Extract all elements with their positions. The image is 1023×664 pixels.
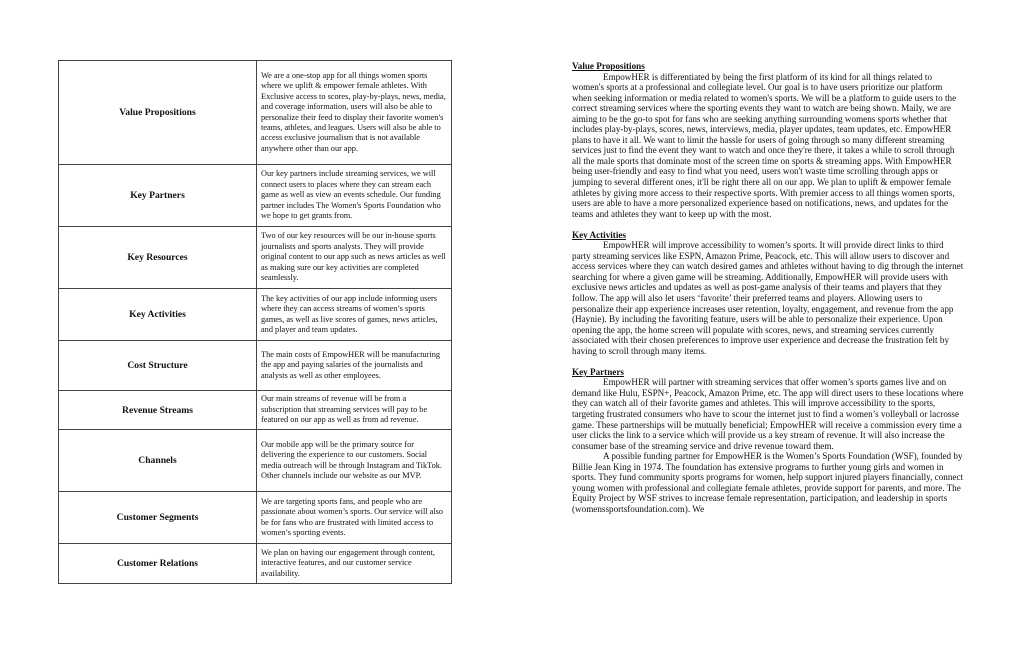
- business-model-canvas-table: [58, 60, 452, 584]
- section-heading: Key Activities: [572, 229, 626, 240]
- row-label: Key Activities: [59, 289, 257, 341]
- row-label: Customer Relations: [59, 544, 257, 584]
- row-content: We are targeting sports fans, and people who are passionate about women’s sports. Our service will also be for fans who are frustrated with limited access to women’s sporting events.: [257, 492, 452, 544]
- row-label: Cost Structure: [59, 341, 257, 391]
- row-label: Key Resources: [59, 227, 257, 289]
- table-row: [59, 544, 452, 584]
- section-paragraph: A possible funding partner for EmpowHER is the Women’s Sports Foundation (WSF), founded by Billie Jean King in 1974. The foundation has extensive programs to further young girls and women in sports. They fund community sports programs for women, help support injured players financially, connect young women with professional and collegiate female athletes, provide support for parents, and more. The Equity Project by WSF strives to increase female representation, participation, and leadership in sports (womenssportsfoundation.com). We: [572, 451, 964, 514]
- table-row: [59, 391, 452, 430]
- row-content: Our mobile app will be the primary source for delivering the experience to our customers. Social media outreach will be through Instagram and TikTok. Other channels include our website as our MVP.: [257, 430, 452, 492]
- section-heading: Value Propositions: [572, 61, 645, 71]
- document-page: [572, 61, 964, 525]
- section-key-partners: [572, 367, 964, 515]
- section-paragraph: EmpowHER will partner with streaming services that offer women’s sports games live and on demand like Hulu, ESPN+, Peacock, Amazon Prime, etc. The app will direct users to these locations where they can watch all of their favorite games and athletes. This will improve accessibility to the sports, targeting frustrated consumers who have to scour the internet just to find a women’s volleyball or lacrosse game. These partnerships will be mutually beneficial; EmpowHER will receive a commission every time a user clicks the link to a service which will provide us a key stream of revenue. It will also increase the consumer base of the streaming service and drive revenue toward them.: [572, 377, 964, 451]
- table-row: [59, 289, 452, 341]
- table-row: [59, 165, 452, 227]
- row-label: Customer Segments: [59, 492, 257, 544]
- row-content: The main costs of EmpowHER will be manufacturing the app and paying salaries of the journalists and analysts as well as other employees.: [257, 341, 452, 391]
- row-content: Two of our key resources will be our in-house sports journalists and sports analysts. They will provide original content to our app such as news articles as well as making sure our key activities are completed seamlessly.: [257, 227, 452, 289]
- row-content: Our main streams of revenue will be from a subscription that streaming services will pay to be featured on our app as well as from ad revenue.: [257, 391, 452, 430]
- section-key-activities: [572, 230, 964, 357]
- row-label: Value Propositions: [59, 61, 257, 165]
- row-content: We plan on having our engagement through content, interactive features, and our customer service availability.: [257, 544, 452, 584]
- table-row: [59, 341, 452, 391]
- table-row: [59, 61, 452, 165]
- section-value-propositions: [572, 61, 964, 219]
- row-content: Our key partners include streaming services, we will connect users to places where they can stream each game as well as view an events schedule. Our funding partner includes The Women's Sports Foundation who we hope to get grants from.: [257, 165, 452, 227]
- section-heading: Key Partners: [572, 366, 624, 377]
- row-label: Key Partners: [59, 165, 257, 227]
- table-row: [59, 430, 452, 492]
- section-paragraph: EmpowHER will improve accessibility to women’s sports. It will provide direct links to third party streaming services like ESPN, Amazon Prime, Peacock, etc. This will allow users to discover and access services where they can watch desired games and athletes without having to dig through the internet searching for where a given game will be streaming. Additionally, EmpowHER will provide users with exclusive news articles and updates as well as post-game analysis of their teams and players that they follow. The app will also let users ‘favorite’ their preferred teams and players. Allowing users to personalize their app experience increases user retention, loyalty, engagement, and revenue from the app (Haynie). By including the favoriting feature, users will be able to personalize their experience. Upon opening the app, the home screen will populate with scores, news, and streaming services currently associated with their chosen preferences to improve user experience and decrease the frustration felt by having to scroll through many items.: [572, 240, 964, 356]
- row-content: The key activities of our app include informing users where they can access streams of women’s sports games, as well as live scores of games, news articles, and player and team updates.: [257, 289, 452, 341]
- table-row: [59, 227, 452, 289]
- row-label: Revenue Streams: [59, 391, 257, 430]
- row-content: We are a one-stop app for all things women sports where we uplift & empower female athletes. With Exclusive access to scores, play-by-plays, news, media, and coverage information, users will also be able to personalize their feed to display their favorite women's teams, athletes, and leagues. Users will also be able to access exclusive journalism that is not available anywhere other than our app.: [257, 61, 452, 165]
- table-row: [59, 492, 452, 544]
- row-label: Channels: [59, 430, 257, 492]
- section-paragraph: EmpowHER is differentiated by being the first platform of its kind for all things related to women's sports at a professional and collegiate level. Our goal is to have users prioritize our platform when seeking information or media related to women's sports. We will be a platform to guide users to the correct streaming services where the sporting events they want to watch are being shown. Maily, we are aiming to be the go-to spot for fans who are seeking anything surrounding womens sports whether that includes play-by-plays, scores, news, interviews, media, player updates, team updates, etc. EmpowHER plans to have it all. We want to limit the hassle for users of going through so many different streaming services just to find the event they want to watch and once they're there, it takes a while to scroll through all the male sports that dominate most of the screen time on sports & streaming apps. With EmpowHER being user-friendly and easy to find what you need, users won't waste time scrolling through apps or jumping to several different ones, it'll be right there all on our app. We plan to uplift & empower female athletes by giving more access to their respective sports. With premier access to all things women sports, users are able to have a more personalized experience based on notifications, news, and updates for the teams and athletes they want to keep up with the most.: [572, 71, 957, 219]
